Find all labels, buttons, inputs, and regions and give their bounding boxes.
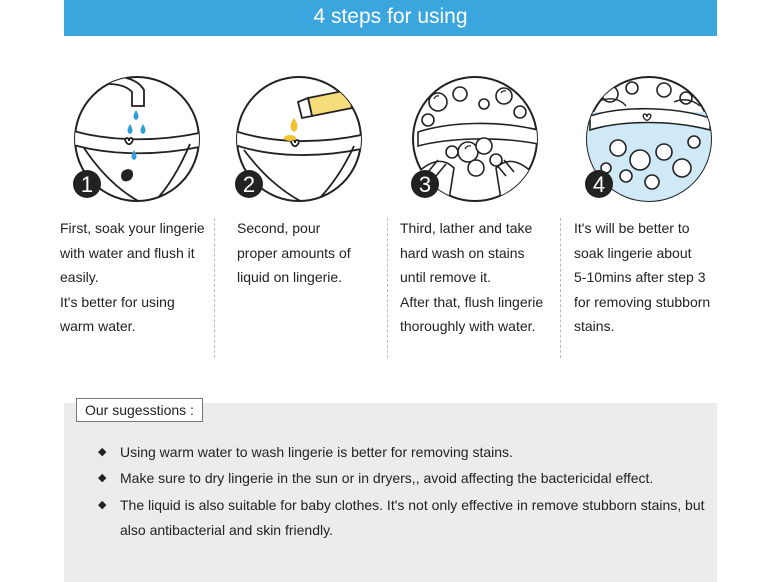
suggestion-text: Make sure to dry lingerie in the sun or in dryers,, avoid affecting the bactericidal effect.	[120, 470, 654, 486]
faucet-water-lingerie-icon	[70, 72, 204, 206]
suggestion-item	[98, 493, 705, 542]
step-2-line: liquid on lingerie.	[237, 269, 343, 285]
step-1-illustration	[70, 72, 204, 206]
liquid-tube-lingerie-icon	[232, 72, 366, 206]
step-2-number: 2	[242, 172, 256, 197]
suggestion-text: also antibacterial and skin friendly.	[120, 521, 333, 538]
step-2-line: proper amounts of	[237, 244, 351, 261]
step-3-description	[400, 216, 550, 339]
step-4-description	[574, 216, 724, 339]
step-3-line: thoroughly with water.	[400, 318, 536, 334]
suggestion-text: Using warm water to wash lingerie is better for removing stains.	[120, 444, 513, 460]
suggestion-text: The liquid is also suitable for baby clothes. It's not only effective in remove stubborn stains, but	[120, 497, 705, 513]
step-3-line: Third, lather and take	[400, 220, 533, 236]
suggestion-item	[98, 440, 513, 465]
bullet-diamond-icon: ◆	[98, 446, 107, 458]
column-divider	[387, 218, 388, 358]
step-3-number: 3	[418, 172, 432, 197]
bullet-diamond-icon: ◆	[98, 472, 107, 484]
page-header	[64, 0, 717, 36]
step-1-number: 1	[80, 172, 94, 197]
step-1-line: warm water.	[60, 318, 136, 334]
step-2-line: Second, pour	[237, 220, 321, 236]
step-3-line: until remove it.	[400, 269, 492, 285]
step-1-line: It's better for using	[60, 293, 175, 310]
step-1-line: easily.	[60, 269, 99, 285]
step-1-line: First, soak your lingerie	[60, 220, 205, 236]
step-3-line: hard wash on stains	[400, 244, 525, 261]
step-3-illustration	[408, 72, 542, 206]
suggestion-item	[98, 466, 653, 491]
step-4-line: It's will be better to	[574, 220, 690, 236]
step-4-line: 5-10mins after step 3	[574, 269, 706, 285]
step-1-line: with water and flush it	[60, 244, 195, 261]
step-4-line: for removing stubborn	[574, 293, 711, 310]
soaking-bubbles-icon	[582, 72, 716, 206]
suggestions-title: Our sugesstions :	[76, 398, 203, 422]
step-2-description	[237, 216, 387, 290]
step-4-illustration	[582, 72, 716, 206]
column-divider	[560, 218, 561, 358]
step-2-illustration	[232, 72, 366, 206]
page-title: 4 steps for using	[313, 5, 468, 28]
column-divider	[214, 218, 215, 358]
step-4-number: 4	[592, 172, 606, 197]
bullet-diamond-icon: ◆	[98, 499, 107, 511]
step-4-line: soak lingerie about	[574, 244, 692, 261]
step-1-description	[60, 216, 210, 339]
step-3-line: After that, flush lingerie	[400, 293, 544, 310]
step-4-line: stains.	[574, 318, 615, 334]
hands-lather-bubbles-icon	[408, 72, 542, 206]
